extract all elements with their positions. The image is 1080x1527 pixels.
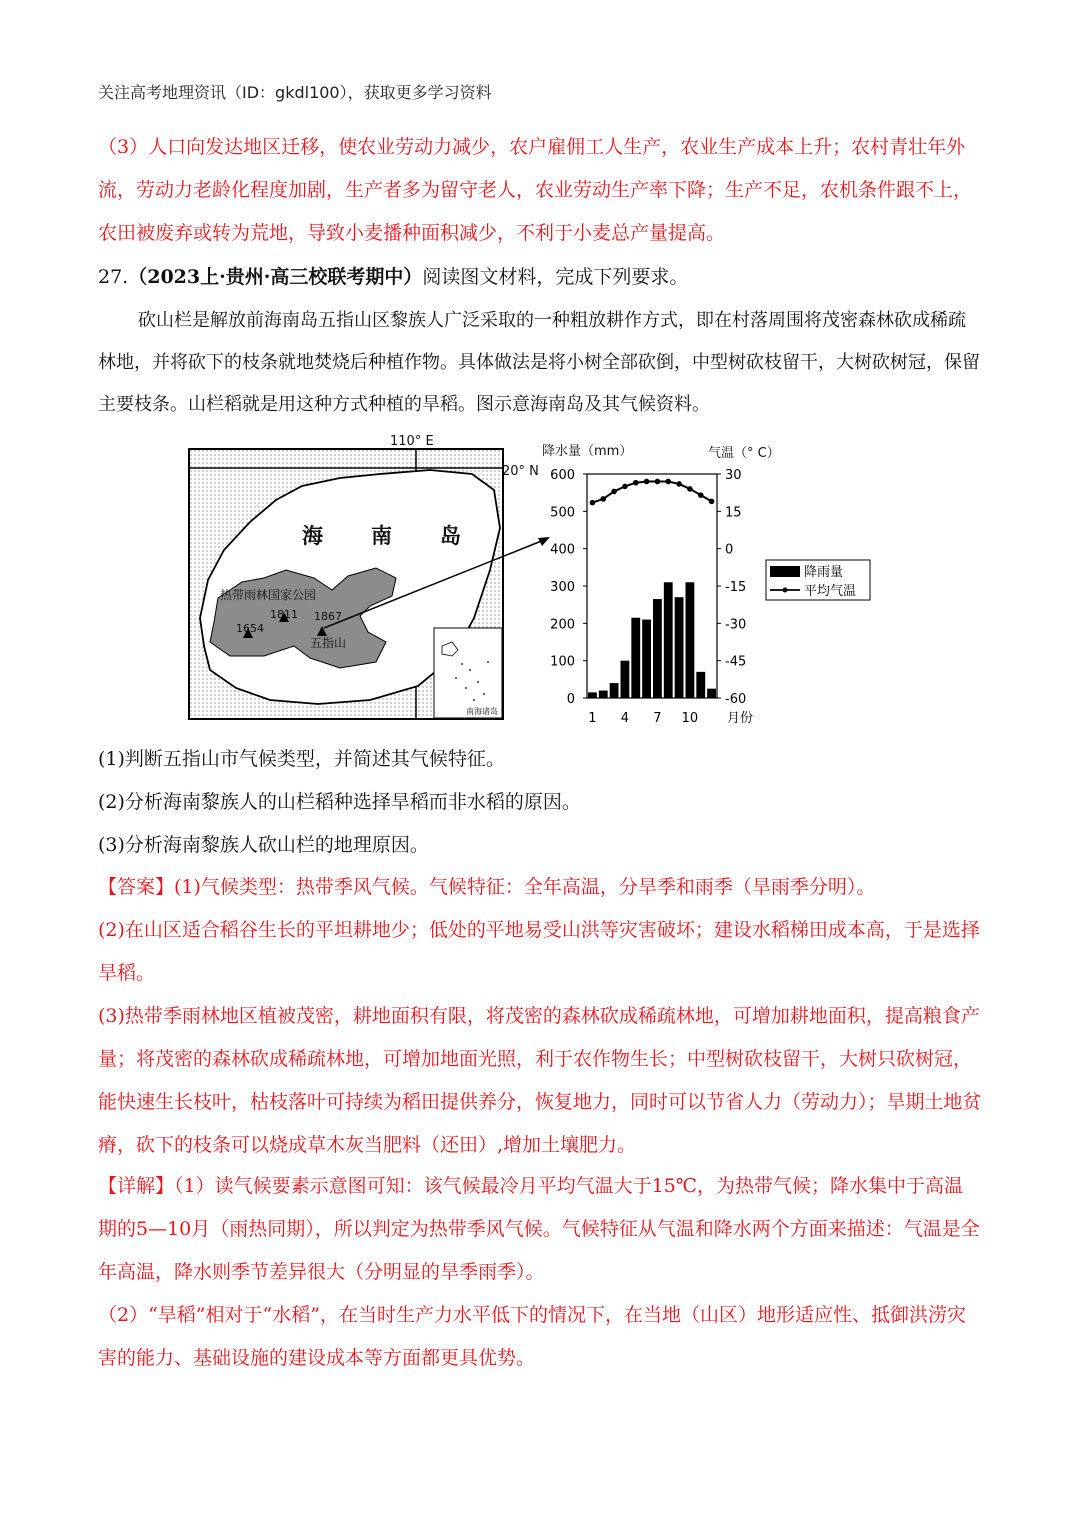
x-tick-label: 4 <box>620 711 630 726</box>
x-tick-label: 1 <box>588 711 597 726</box>
legend-label: 降雨量 <box>804 565 844 580</box>
temperature-point <box>665 479 671 485</box>
y-tick-label: 600 <box>550 468 575 483</box>
rain-bar <box>610 683 619 698</box>
question-source: （2023上·贵州·高三校联考期中） <box>128 266 423 288</box>
rain-bar <box>599 691 608 698</box>
temperature-line <box>592 481 711 502</box>
park-label: 热带雨林国家公园 <box>220 588 317 602</box>
material-text: 砍山栏是解放前海南岛五指山区黎族人广泛采取的一种粗放耕作方式，即在村落周围将茂密森林砍成稀疏林地，并将砍下的枝条就地焚烧后种植作物。具体做法是将小树全部砍倒，中型树砍枝留干，大树砍树冠，保留主要枝条。山栏稻就是用这种方式种植的旱稻。图示意海南岛及其气候资料。 <box>98 310 980 415</box>
rain-bar <box>588 692 597 698</box>
answer-label: 【答案】 <box>98 876 175 898</box>
answer-3: (3)热带季雨林地区植被茂密，耕地面积有限，将茂密的森林砍成稀疏林地，可增加耕地面积，提高粮食产量；将茂密的森林砍成稀疏林地，可增加地面光照，利于农作物生长；中型树砍枝留干，大树只砍树冠，能快速生长枝叶，枯枝落叶可持续为稻田提供养分，恢复地力，同时可以节省人力（劳动力）；旱期土地贫瘠，砍下的枝条可以烧成草木灰当肥料（还田）,增加土壤肥力。 <box>98 1005 982 1156</box>
rain-bar <box>675 597 684 698</box>
x-axis-title: 月份 <box>727 711 754 726</box>
question-prompt: 阅读图文材料，完成下列要求。 <box>422 266 689 288</box>
y2-axis-title: 气温（° C） <box>708 446 780 461</box>
y2-tick-label: -15 <box>725 580 747 595</box>
island-name: 海 南 岛 <box>302 524 465 548</box>
latitude-label: 20° N <box>502 464 539 479</box>
rain-bar <box>631 618 640 698</box>
page-header: 关注高考地理资讯（ID：gkdl100），获取更多学习资料 <box>98 83 492 102</box>
y-axis-title: 降水量（mm） <box>542 444 633 459</box>
rain-bar <box>664 582 673 698</box>
figure <box>180 430 900 730</box>
y2-tick-label: -45 <box>725 654 747 670</box>
rain-bar <box>707 689 716 698</box>
legend-line-dot <box>783 588 788 593</box>
climate-chart <box>520 430 900 730</box>
sub-question-3: (3)分析海南黎族人砍山栏的地理原因。 <box>98 834 429 856</box>
temperature-point <box>676 481 682 487</box>
x-tick-label: 10 <box>681 711 699 726</box>
longitude-label: 110° E <box>390 434 434 449</box>
y2-tick-label: 0 <box>725 542 734 558</box>
previous-answer: （3）人口向发达地区迁移，使农业劳动力减少，农户雇佣工人生产，农业生产成本上升；农村青壮年外流，劳动力老龄化程度加剧，生产者多为留守老人，农业劳动生产率下降；生产不足，农机条件跟不上，农田被废弃或转为荒地，导致小麦播种面积减少，不利于小麦总产量提高。 <box>98 136 973 244</box>
y-tick-label: 400 <box>550 542 575 558</box>
rain-bar <box>653 599 662 698</box>
y2-tick-label: -30 <box>725 617 747 633</box>
y2-tick-label: 15 <box>725 505 742 521</box>
temperature-point <box>633 480 639 486</box>
temperature-point <box>622 484 628 490</box>
y2-tick-label: 30 <box>725 468 742 483</box>
rain-bar <box>696 672 705 698</box>
temperature-point <box>590 500 596 506</box>
y-tick-label: 0 <box>566 692 575 707</box>
temperature-point <box>655 479 661 485</box>
peak-label: 1811 <box>270 608 298 621</box>
temperature-point <box>709 499 715 505</box>
peak-label: 1654 <box>236 622 264 635</box>
temperature-point <box>687 486 693 492</box>
legend-label: 平均气温 <box>804 584 857 599</box>
temperature-point <box>644 479 650 485</box>
rain-bar <box>621 661 630 698</box>
x-tick-label: 7 <box>653 711 662 726</box>
question-heading <box>98 256 982 299</box>
chart-svg <box>520 430 900 730</box>
answer-1: 【答案】(1)气候类型：热带季风气候。气候特征：全年高温，分旱季和雨季（旱雨季分明）。 <box>98 876 876 898</box>
detail-2: （2）“旱稻”相对于“水稻”，在当时生产力水平低下的情况下，在当地（山区）地形适应性、抵御洪涝灾害的能力、基础设施的建设成本等方面都更具优势。 <box>98 1304 966 1369</box>
sub-question-2: (2)分析海南黎族人的山栏稻种选择旱稻而非水稻的原因。 <box>98 791 581 813</box>
inset-label: 南海诸岛 <box>466 707 498 716</box>
city-label: 五指山 <box>310 636 347 650</box>
question-number: 27. <box>98 266 129 288</box>
peak-label: 1867 <box>314 610 342 623</box>
legend-bar-swatch <box>770 566 800 577</box>
rain-bar <box>642 620 651 698</box>
detail-1: 【详解】（1）读气候要素示意图可知：该气候最冷月平均气温大于15℃，为热带气候；降水集中于高温期的5—10月（雨热同期），所以判定为热带季风气候。气候特征从气温和降水两个方面来描述：气温是全年高温，降水则季节差异很大（分明显的旱季雨季）。 <box>98 1175 980 1283</box>
y-tick-label: 100 <box>550 654 575 670</box>
detail-label: 【详解】 <box>98 1175 175 1197</box>
rain-bar <box>686 582 695 698</box>
y2-tick-label: -60 <box>725 692 747 707</box>
temperature-point <box>600 496 606 502</box>
sub-question-1: (1)判断五指山市气候类型，并简述其气候特征。 <box>98 748 505 770</box>
y-tick-label: 300 <box>550 580 575 595</box>
y-tick-label: 200 <box>550 617 575 633</box>
answer-2: (2)在山区适合稻谷生长的平坦耕地少；低处的平地易受山洪等灾害破坏；建设水稻梯田成本高，于是选择旱稻。 <box>98 919 980 984</box>
temperature-point <box>698 492 704 498</box>
plot-frame <box>587 474 717 698</box>
y-tick-label: 500 <box>550 505 575 521</box>
temperature-point <box>611 489 617 495</box>
